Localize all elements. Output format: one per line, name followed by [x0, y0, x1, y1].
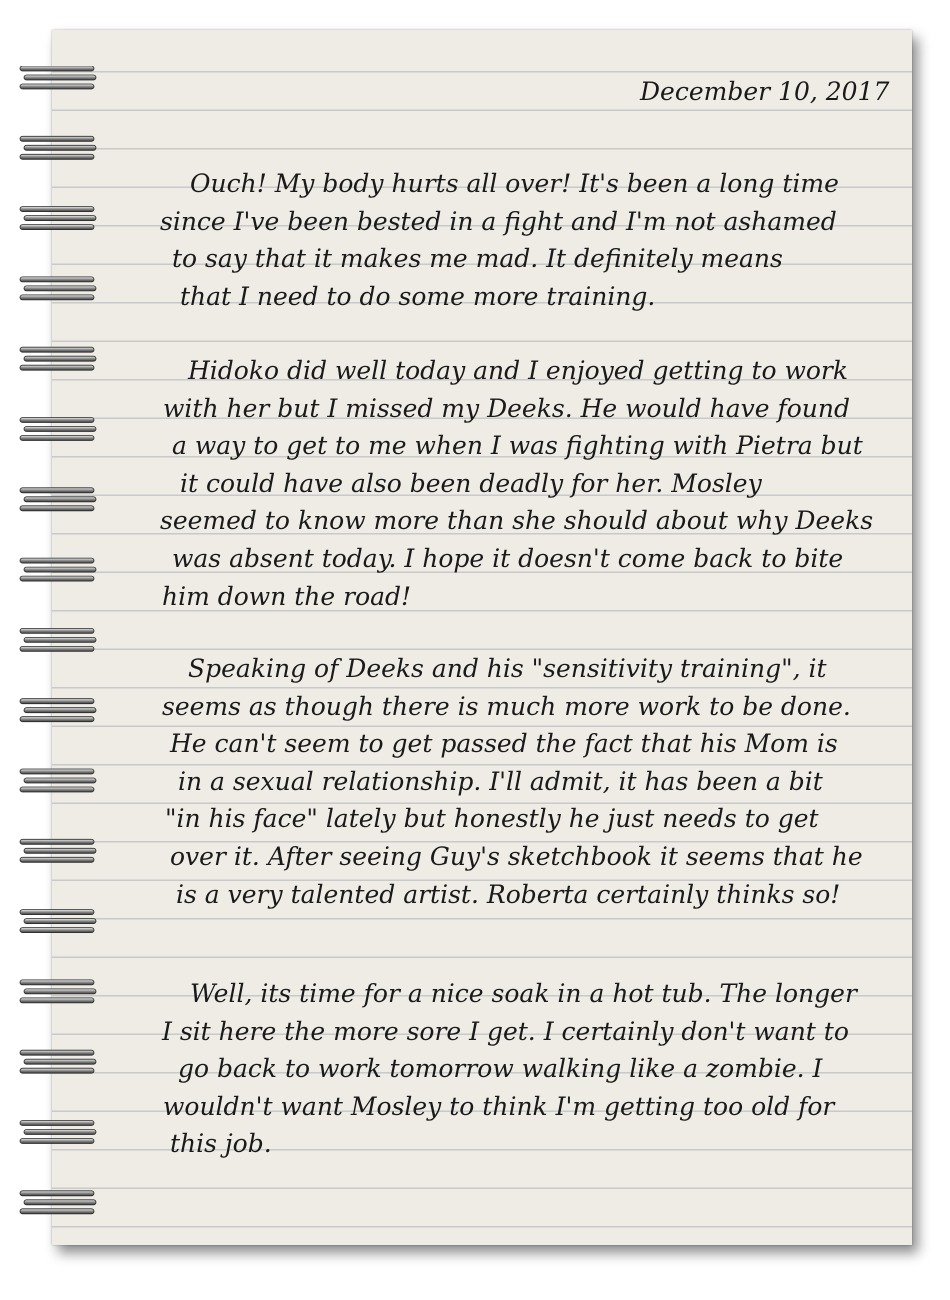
spiral-ring — [20, 558, 96, 581]
spiral-ring — [20, 1191, 96, 1214]
journal-line: to say that it makes me mad. It definitely means — [172, 244, 783, 274]
spiral-ring — [20, 839, 96, 862]
journal-line: go back to work tomorrow walking like a zombie. I — [178, 1054, 823, 1084]
spiral-ring — [20, 66, 96, 89]
journal-line: I sit here the more sore I get. I certainly don't want to — [162, 1016, 849, 1046]
journal-line: Ouch! My body hurts all over! It's been a long time — [190, 169, 839, 198]
journal-line: over it. After seeing Guy's sketchbook it seems that he — [170, 842, 863, 871]
spiral-ring — [20, 418, 96, 441]
journal-line: He can't seem to get passed the fact that his Mom is — [170, 729, 838, 759]
journal-line: a way to get to me when I was fighting with Pietra but — [172, 431, 863, 461]
spiral-ring — [20, 910, 96, 933]
journal-line: him down the road! — [162, 581, 412, 611]
spiral-ring — [20, 347, 96, 370]
spiral-ring — [20, 207, 96, 230]
journal-line: Well, its time for a nice soak in a hot tub. The longer — [190, 979, 857, 1008]
journal-line: with her but I missed my Deeks. He would have found — [163, 393, 851, 423]
journal-line: it could have also been deadly for her. Mosley — [180, 468, 762, 498]
spiral-binding — [18, 66, 98, 1216]
journal-line: Speaking of Deeks and his "sensitivity training", it — [188, 654, 827, 683]
journal-line: since I've been bested in a fight and I'm not ashamed — [160, 206, 837, 236]
journal-line: seems as though there is much more work to be done. — [162, 691, 851, 721]
spiral-ring — [20, 277, 96, 300]
spiral-ring — [20, 1121, 96, 1144]
journal-line: was absent today. I hope it doesn't come back to bite — [172, 544, 844, 573]
spiral-ring — [20, 488, 96, 511]
spiral-ring — [20, 628, 96, 651]
journal-line: that I need to do some more training. — [180, 281, 656, 311]
spiral-ring — [20, 980, 96, 1003]
journal-line: in a sexual relationship. I'll admit, it has been a bit — [178, 766, 823, 796]
spiral-ring — [20, 136, 96, 159]
spiral-ring — [20, 699, 96, 722]
spiral-ring — [20, 769, 96, 792]
journal-line: Hidoko did well today and I enjoyed getting to work — [188, 356, 849, 385]
journal-line: "in his face" lately but honestly he just needs to get — [165, 804, 819, 834]
journal-line: this job. — [170, 1129, 272, 1159]
journal-line: is a very talented artist. Roberta certainly thinks so! — [176, 879, 841, 909]
journal-line: seemed to know more than she should about why Deeks — [160, 506, 874, 536]
spiral-ring — [20, 1050, 96, 1073]
journal-line: wouldn't want Mosley to think I'm getting too old for — [163, 1091, 835, 1121]
entry-date: December 10, 2017 — [640, 77, 890, 106]
